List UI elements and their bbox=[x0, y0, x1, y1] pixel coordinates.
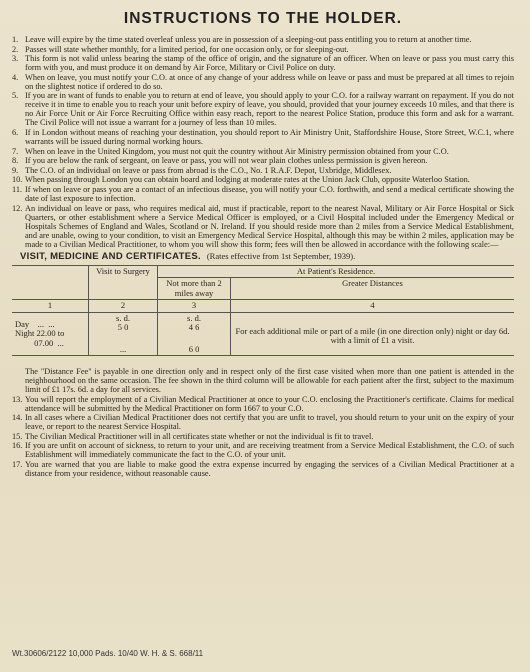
col-1-number: 1 bbox=[12, 300, 89, 313]
instruction-number: 1. bbox=[12, 35, 19, 44]
instruction-item bbox=[12, 204, 514, 249]
instruction-number: 2. bbox=[12, 44, 19, 54]
residence-header: At Patient's Residence. bbox=[158, 265, 515, 278]
instruction-text: Passes will state whether monthly, for a limited period, for one occasion only, or for sleeping-out. bbox=[25, 44, 349, 54]
instruction-item bbox=[12, 395, 514, 413]
instructions-list bbox=[12, 35, 514, 249]
instruction-text: In all cases where a Civilian Medical Practitioner does not certify that you are unfit to travel, you should return to your unit on the expiry of your leave, or report to the nearest Service Hospital. bbox=[25, 413, 514, 432]
instruction-number: 16. bbox=[12, 441, 23, 451]
instruction-number: 5. bbox=[12, 91, 19, 101]
instruction-item bbox=[12, 432, 514, 441]
visit-surgery-header: Visit to Surgery bbox=[89, 265, 158, 300]
night-to-word: to bbox=[57, 328, 65, 339]
instruction-text: This form is not valid unless bearing the stamp of the office of origin, and the signature of an officer. When on leave or pass you must carry this form with you, and must produce it on demand by Air Force, Military or Civil Police on duty. bbox=[25, 54, 514, 73]
page-title: INSTRUCTIONS TO THE HOLDER. bbox=[123, 10, 403, 27]
visit-sd: s. d. bbox=[116, 312, 130, 323]
row-night: Night bbox=[15, 328, 35, 339]
instruction-item bbox=[12, 147, 514, 156]
instruction-item bbox=[12, 460, 514, 478]
col-4-number: 4 bbox=[231, 300, 515, 313]
row-day: Day bbox=[15, 318, 30, 329]
instruction-number: 7. bbox=[12, 146, 19, 156]
instruction-item bbox=[12, 441, 514, 459]
instruction-number: 13. bbox=[12, 394, 23, 404]
instruction-item bbox=[12, 166, 514, 175]
visit-heading bbox=[20, 251, 514, 262]
dots-2: ... bbox=[48, 318, 55, 329]
instruction-number: 8. bbox=[12, 156, 19, 166]
instruction-text: When passing through London you can obtain board and lodging at moderate rates at the Union Jack Club, opposite Waterloo Station. bbox=[25, 175, 470, 185]
col-3-number: 3 bbox=[158, 300, 231, 313]
instruction-item bbox=[12, 128, 514, 146]
instruction-text: The "Distance Fee" is payable in one direction only and in respect only of the first case visited when more than one patient is attended in the neighbourhood on the same occasion. The fee shown in the third column will be allowable for each patient after the first, subject to the maximum limit of £1 17s. 6d. a day for all services. bbox=[25, 367, 514, 395]
near-fees bbox=[158, 312, 231, 356]
instruction-item bbox=[12, 54, 514, 72]
greater-distance-text: For each additional mile or part of a mile (in one direction only) night or day 6d. with a limit of £1 a visit. bbox=[235, 325, 510, 346]
instruction-text: If in London without means of reaching your destination, you should report to Air Ministry Unit, Staffordshire House, Store Street, W.C.1, where warrants will be issued during normal working hours. bbox=[25, 127, 514, 146]
night-from: 22.00 bbox=[36, 328, 56, 339]
instruction-item bbox=[12, 413, 514, 431]
near-day-fee: 4 6 bbox=[188, 322, 200, 333]
instruction-text: The Civilian Medical Practitioner will in all certificates state whether or not the individual is fit to travel. bbox=[25, 431, 374, 441]
instruction-item bbox=[12, 185, 514, 203]
instruction-item bbox=[12, 156, 514, 165]
blank-header-cell bbox=[12, 265, 89, 300]
instruction-item bbox=[12, 45, 514, 54]
instruction-text: If when on leave or pass you are a contact of an infectious disease, you will notify your C.O. forthwith, and send a medical certificate showing the date of last exposure to infection. bbox=[25, 184, 514, 203]
instruction-text: You will report the employment of a Civilian Medical Practitioner at once to your C.O. enclosing the Practitioner's certificate. Claims for medical attendance will be submitted by the Medical Practitioner on form 1667 to your C.O. bbox=[25, 394, 514, 413]
instruction-item bbox=[12, 91, 514, 127]
instruction-text: The C.O. of an individual on leave or pass from abroad is the C.O., No. 1 R.A.F. Depot, Uxbridge, Middlesex. bbox=[25, 165, 392, 175]
instruction-number: 10. bbox=[12, 175, 23, 185]
visit-heading-text: VISIT, MEDICINE AND CERTIFICATES. bbox=[20, 250, 201, 262]
instruction-text: When on leave in the United Kingdom, you must not quit the country without Air Ministry permission obtained from your C.O. bbox=[25, 146, 449, 156]
instruction-text: An individual on leave or pass, who requires medical aid, must if practicable, report to the nearest Naval, Military or Air Force Hospital or Sick Quarters, or other establishment where a Service Medical Officer is employed, or a Civil Hospital included under the Emergency Medical or Hospitals Schemes of England and Wales, Scotland or N. Ireland. If you should reside more than 2 miles from a Service Medical Establishment, and are unable, owing to your condition, to visit an Emergency Medical Service Hospital, although this may be within 2 miles, application may be made to a Civilian Medical Practitioner, to whom you will show this form; fees will then be allowed in accordance with the following scale:— bbox=[25, 203, 514, 249]
night-to: 07.00 bbox=[34, 337, 54, 348]
instruction-text: Leave will expire by the time stated overleaf unless you are in possession of a sleeping-out pass entitling you to return at another time. bbox=[25, 35, 472, 44]
instruction-number: 9. bbox=[12, 165, 19, 175]
visit-fees bbox=[89, 312, 158, 356]
instruction-number: 6. bbox=[12, 127, 19, 137]
instruction-text: If you are in want of funds to enable you to return at end of leave, you should apply to your C.O. for a railway warrant on repayment. If you do not receive it in time to enable you to reach your unit before expiry of leave, you should, provided that your journey exceeds 10 miles, and that there is no Air Force Unit or Air Force Recruiting Office within easy reach, report to the nearest Police Station, produce this form and ask for a warrant. The Civil Police will not issue a warrant for a journey of less than 10 miles. bbox=[25, 91, 514, 128]
fee-table bbox=[12, 265, 514, 357]
dots-3: ... bbox=[57, 337, 64, 348]
instruction-number: 3. bbox=[12, 54, 19, 64]
col-2-number: 2 bbox=[89, 300, 158, 313]
near-night-fee: 6 0 bbox=[188, 343, 200, 354]
instruction-number: 17. bbox=[12, 460, 23, 469]
instruction-number: 15. bbox=[12, 431, 23, 441]
instruction-text: If you are below the rank of sergeant, on leave or pass, you will not wear plain clothes unless permission is given hereon. bbox=[25, 156, 428, 166]
instruction-number: 11. bbox=[12, 184, 23, 194]
instruction-number: 14. bbox=[12, 413, 23, 423]
row-labels bbox=[12, 312, 89, 356]
instruction-number: 4. bbox=[12, 72, 19, 82]
greater-distance-fee bbox=[231, 312, 515, 356]
print-footer: Wt.30606/2122 10,000 Pads. 10/40 W. H. & S. 668/11 bbox=[12, 649, 204, 658]
instruction-item bbox=[12, 35, 514, 44]
instruction-item bbox=[12, 73, 514, 91]
instruction-item bbox=[12, 367, 514, 394]
instruction-text: If you are unfit on account of sickness, to return to your unit, and are receiving treatment from a Service Medical Establishment, the C.O. of such Establishment will immediately communicate the fact to the C.O. of your unit. bbox=[25, 441, 514, 460]
instructions-list-continued bbox=[12, 367, 514, 478]
instruction-number: 12. bbox=[12, 203, 23, 213]
visit-rates: (Rates effective from 1st September, 1939). bbox=[206, 250, 356, 261]
visit-day-fee: 5 0 bbox=[117, 322, 129, 333]
instruction-item bbox=[12, 175, 514, 184]
not-far-header: Not more than 2 miles away bbox=[158, 278, 231, 300]
instruction-number bbox=[12, 367, 25, 394]
visit-night-fee: ... bbox=[119, 343, 127, 354]
instruction-text: When on leave, you must notify your C.O. at once of any change of your address while on leave or pass and must be prepared at all times to rejoin on the slightest notice if ordered to do so. bbox=[25, 72, 514, 91]
near-sd: s. d. bbox=[187, 312, 201, 323]
dots-1: ... bbox=[37, 318, 45, 329]
greater-distance-header: Greater Distances bbox=[231, 278, 515, 300]
instruction-text: You are warned that you are liable to make good the extra expense incurred by engaging the services of a Civilian Medical Practitioner at a distance from your residence, without reasonable cause. bbox=[25, 460, 514, 478]
